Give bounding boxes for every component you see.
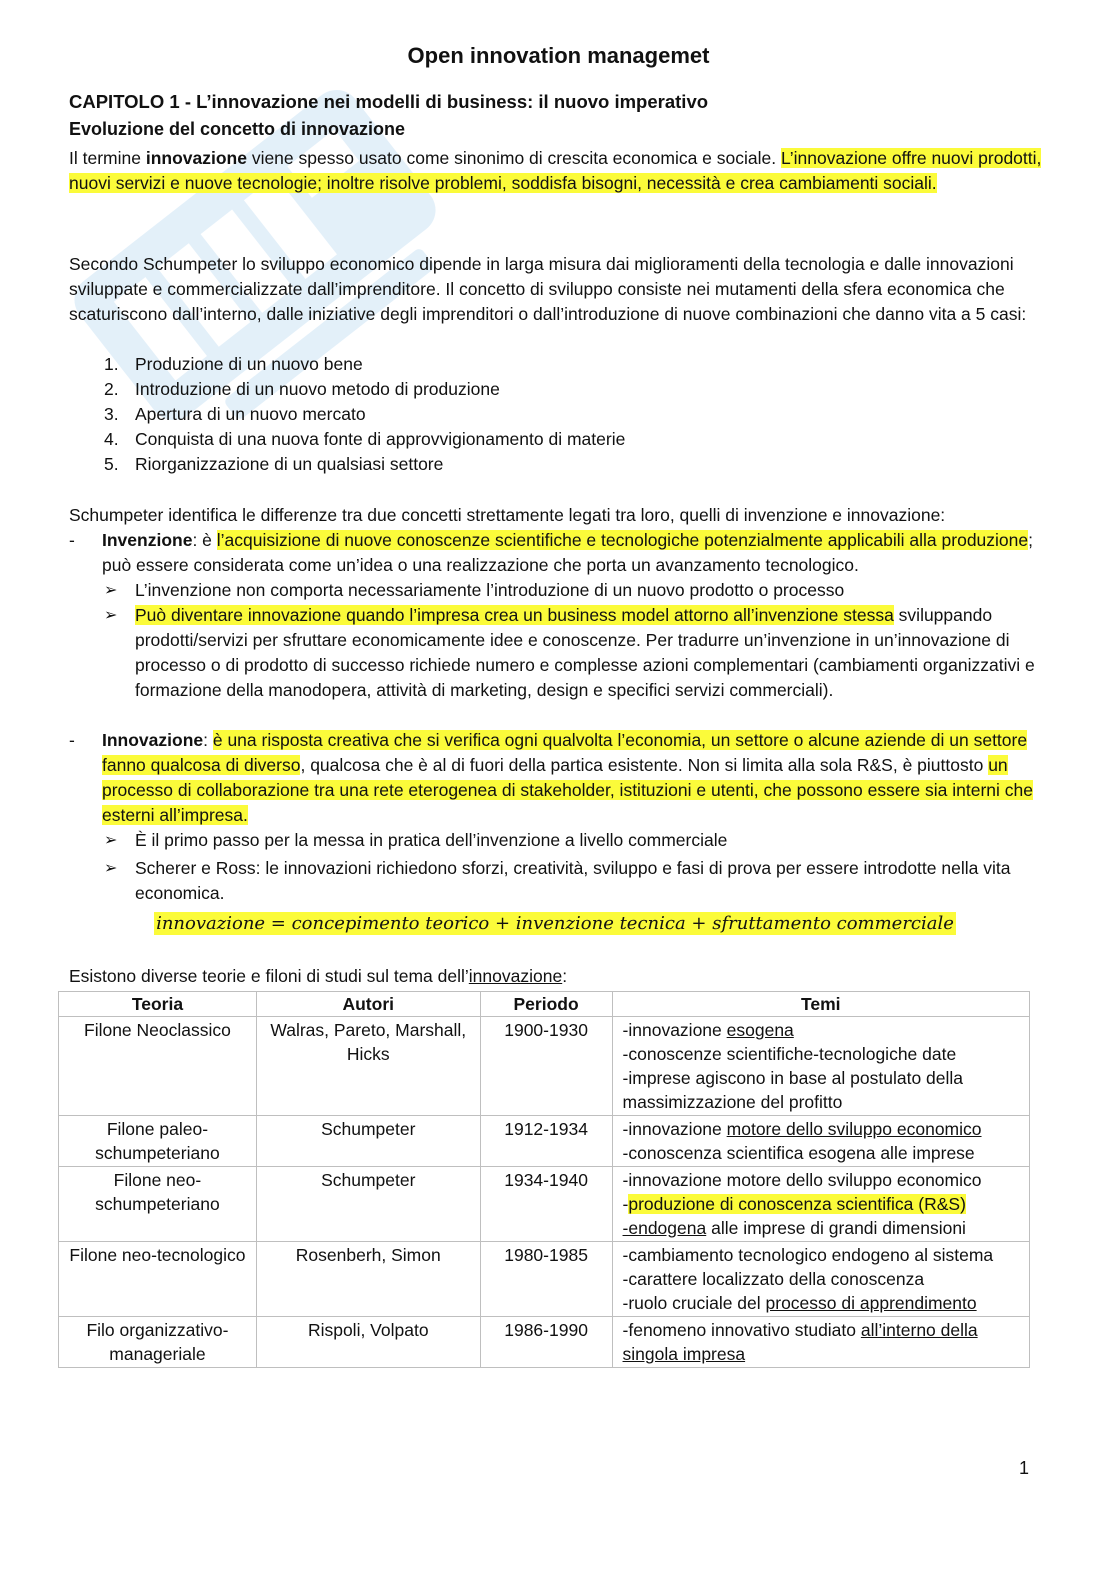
list-number: 4. (104, 429, 119, 449)
arrow-text: L’invenzione non comporta necessariamente l’introduzione di un nuovo prodotto o processo (135, 580, 845, 600)
invenzione-arrow-2 (104, 603, 1064, 703)
list-item (104, 452, 625, 477)
section-heading: Evoluzione del concetto di innovazione (69, 119, 406, 139)
temi-line: -innovazione motore dello sviluppo economico (622, 1170, 982, 1190)
list-text: Apertura di un nuovo mercato (135, 404, 366, 424)
list-item (104, 377, 625, 402)
table-intro (69, 964, 1059, 989)
arrow-bullet-icon: ➢ (104, 832, 118, 849)
cell-periodo: 1934-1940 (480, 1167, 612, 1242)
invenzione-item (69, 528, 1059, 578)
cell-autori: Schumpeter (256, 1167, 480, 1242)
innovazione-term: Innovazione (102, 730, 204, 750)
dash-bullet: - (69, 530, 75, 550)
header-periodo: Periodo (480, 992, 612, 1017)
cell-autori: Schumpeter (256, 1116, 480, 1167)
theories-table (58, 991, 1030, 1368)
temi-line: -carattere localizzato della conoscenza (622, 1269, 925, 1289)
table-header-row (59, 992, 1030, 1017)
temi-line: -conoscenza scientifica esogena alle imprese (622, 1143, 975, 1163)
cell-teoria: Filone Neoclassico (59, 1017, 257, 1116)
arrow-bullet-icon: ➢ (104, 860, 118, 877)
cell-periodo: 1980-1985 (480, 1242, 612, 1317)
cell-autori: Rispoli, Volpato (256, 1317, 480, 1368)
arrow-bullet-icon: ➢ (104, 582, 118, 599)
temi-text: -innovazione (622, 1020, 727, 1040)
temi-underlined: esogena (726, 1020, 794, 1040)
temi-text: -innovazione (622, 1119, 727, 1139)
temi-line: -conoscenze scientifiche-tecnologiche date (622, 1044, 957, 1064)
page-number: 1 (1019, 1458, 1030, 1478)
innovazione-arrow-2 (104, 856, 1064, 906)
differences-intro: Schumpeter identifica le differenze tra due concetti strettamente legati tra loro, quelli di invenzione e innovazione: (69, 505, 946, 525)
arrow-text: È il primo passo per la messa in pratica dell’invenzione a livello commerciale (135, 830, 728, 850)
list-number: 2. (104, 379, 119, 399)
document-title: Open innovation managemet (407, 43, 710, 68)
temi-line: -cambiamento tecnologico endogeno al sistema (622, 1245, 994, 1265)
table-row (59, 1116, 1030, 1167)
schumpeter-paragraph: Secondo Schumpeter lo sviluppo economico dipende in larga misura dai miglioramenti della tecnologia e dalle innovazioni sviluppate e commercializzate dall’imprenditore. Il concetto di sviluppo consiste nei mutamenti della sfera economica che scaturiscono dall’interno, dalle iniziative degli imprenditori o dall’introduzione di nuove combinazioni che danno vita a 5 casi: (69, 254, 1027, 324)
table-row (59, 1017, 1030, 1116)
list-number: 3. (104, 404, 119, 424)
list-text: Riorganizzazione di un qualsiasi settore (135, 454, 444, 474)
cell-periodo: 1900-1930 (480, 1017, 612, 1116)
list-number: 5. (104, 454, 119, 474)
cell-temi (612, 1167, 1029, 1242)
intro-paragraph (69, 146, 1059, 196)
list-text: Produzione di un nuovo bene (135, 354, 363, 374)
list-text: Introduzione di un nuovo metodo di produzione (135, 379, 500, 399)
cell-temi (612, 1017, 1029, 1116)
table-intro-a: Esistono diverse teorie e filoni di studi sul tema dell’ (69, 966, 469, 986)
arrow-text: Scherer e Ross: le innovazioni richiedono sforzi, creatività, sviluppo e fasi di prova per essere introdotte nella vita economica. (135, 858, 1011, 903)
cell-teoria: Filone paleo-schumpeteriano (59, 1116, 257, 1167)
chapter-heading: CAPITOLO 1 - L’innovazione nei modelli di business: il nuovo imperativo (69, 91, 709, 112)
list-item (104, 352, 625, 377)
cell-temi (612, 1317, 1029, 1368)
temi-text: -fenomeno innovativo studiato (622, 1320, 861, 1340)
list-text: Conquista di una nuova fonte di approvvigionamento di materie (135, 429, 626, 449)
temi-underlined: all’interno della singola impresa (622, 1320, 978, 1364)
temi-line: -imprese agiscono in base al postulato della massimizzazione del profitto (622, 1068, 964, 1112)
list-item (104, 402, 625, 427)
table-intro-underlined: innovazione (468, 966, 563, 986)
temi-highlight: produzione di conoscenza scientifica (R&S) (628, 1194, 966, 1214)
cell-teoria: Filone neo-tecnologico (59, 1242, 257, 1317)
innovazione-arrow-1 (104, 828, 1064, 853)
cases-list (104, 352, 625, 477)
innovazione-mid: , qualcosa che è al di fuori della partica esistente. Non si limita alla sola R&S, è piuttosto (300, 755, 989, 775)
list-item (104, 427, 625, 452)
cell-periodo: 1912-1934 (480, 1116, 612, 1167)
arrow-bullet-icon: ➢ (104, 607, 118, 624)
temi-underlined: processo di apprendimento (765, 1293, 977, 1313)
header-teoria: Teoria (59, 992, 257, 1017)
cell-teoria: Filo organizzativo-manageriale (59, 1317, 257, 1368)
cell-temi (612, 1116, 1029, 1167)
intro-text-c: viene spesso usato come sinonimo di crescita economica e sociale. (246, 148, 781, 168)
invenzione-colon: : è (192, 530, 217, 550)
header-autori: Autori (256, 992, 480, 1017)
temi-underlined: -endogena (622, 1218, 707, 1238)
cell-teoria: Filone neo-schumpeteriano (59, 1167, 257, 1242)
invenzione-highlight: l’acquisizione di nuove conoscenze scientifiche e tecnologiche potenzialmente applicabili alla produzione (216, 530, 1029, 550)
temi-text: -ruolo cruciale del (622, 1293, 766, 1313)
innovazione-highlight-1: è una risposta creativa che si verifica ogni qualvolta l’economia, un settore o alcune aziende di un settore fanno qualcosa di diverso (102, 730, 1028, 775)
cell-autori: Rosenberh, Simon (256, 1242, 480, 1317)
arrow-highlight: Può diventare innovazione quando l’impresa crea un business model attorno all’invenzione stessa (135, 605, 894, 625)
temi-underlined: motore dello sviluppo economico (726, 1119, 982, 1139)
invenzione-arrow-1 (104, 578, 1064, 603)
table-intro-b: : (562, 966, 568, 986)
innovazione-highlight-2: un processo di collaborazione tra una rete eterogenea di stakeholder, istituzioni e utenti, che possono essere sia interni che esterni all’impresa. (102, 755, 1033, 825)
invenzione-term: Invenzione (102, 530, 193, 550)
arrow-text: sviluppando prodotti/servizi per sfruttare economicamente idee e conoscenze. Per tradurre un’invenzione in un’innovazione di processo o di prodotto di successo richiede numero e complesse azioni complementari (cambiamenti organizzativi e formazione della manodopera, attività di marketing, design e specifici servizi commerciali). (135, 605, 1035, 700)
intro-text-a: Il termine (69, 148, 146, 168)
table-row (59, 1317, 1030, 1368)
intro-term: innovazione (145, 148, 247, 168)
innovazione-colon: : (203, 730, 213, 750)
formula-text: innovazione = concepimento teorico + invenzione tecnica + sfruttamento commerciale (156, 913, 954, 934)
cell-periodo: 1986-1990 (480, 1317, 612, 1368)
table-row (59, 1167, 1030, 1242)
temi-text: - (622, 1194, 629, 1214)
cell-autori: Walras, Pareto, Marshall, Hicks (256, 1017, 480, 1116)
innovazione-item (69, 728, 1059, 828)
table-row (59, 1242, 1030, 1317)
intro-highlight: L’innovazione offre nuovi prodotti, nuovi servizi e nuove tecnologie; inoltre risolve problemi, soddisfa bisogni, necessità e crea cambiamenti sociali. (69, 148, 1042, 193)
invenzione-rest: ; può essere considerata come un’idea o una realizzazione che porta un avanzamento tecnologico. (102, 530, 1033, 575)
innovation-formula (0, 911, 1110, 936)
dash-bullet: - (69, 730, 75, 750)
temi-text: alle imprese di grandi dimensioni (706, 1218, 966, 1238)
cell-temi (612, 1242, 1029, 1317)
header-temi: Temi (612, 992, 1029, 1017)
list-number: 1. (104, 354, 119, 374)
